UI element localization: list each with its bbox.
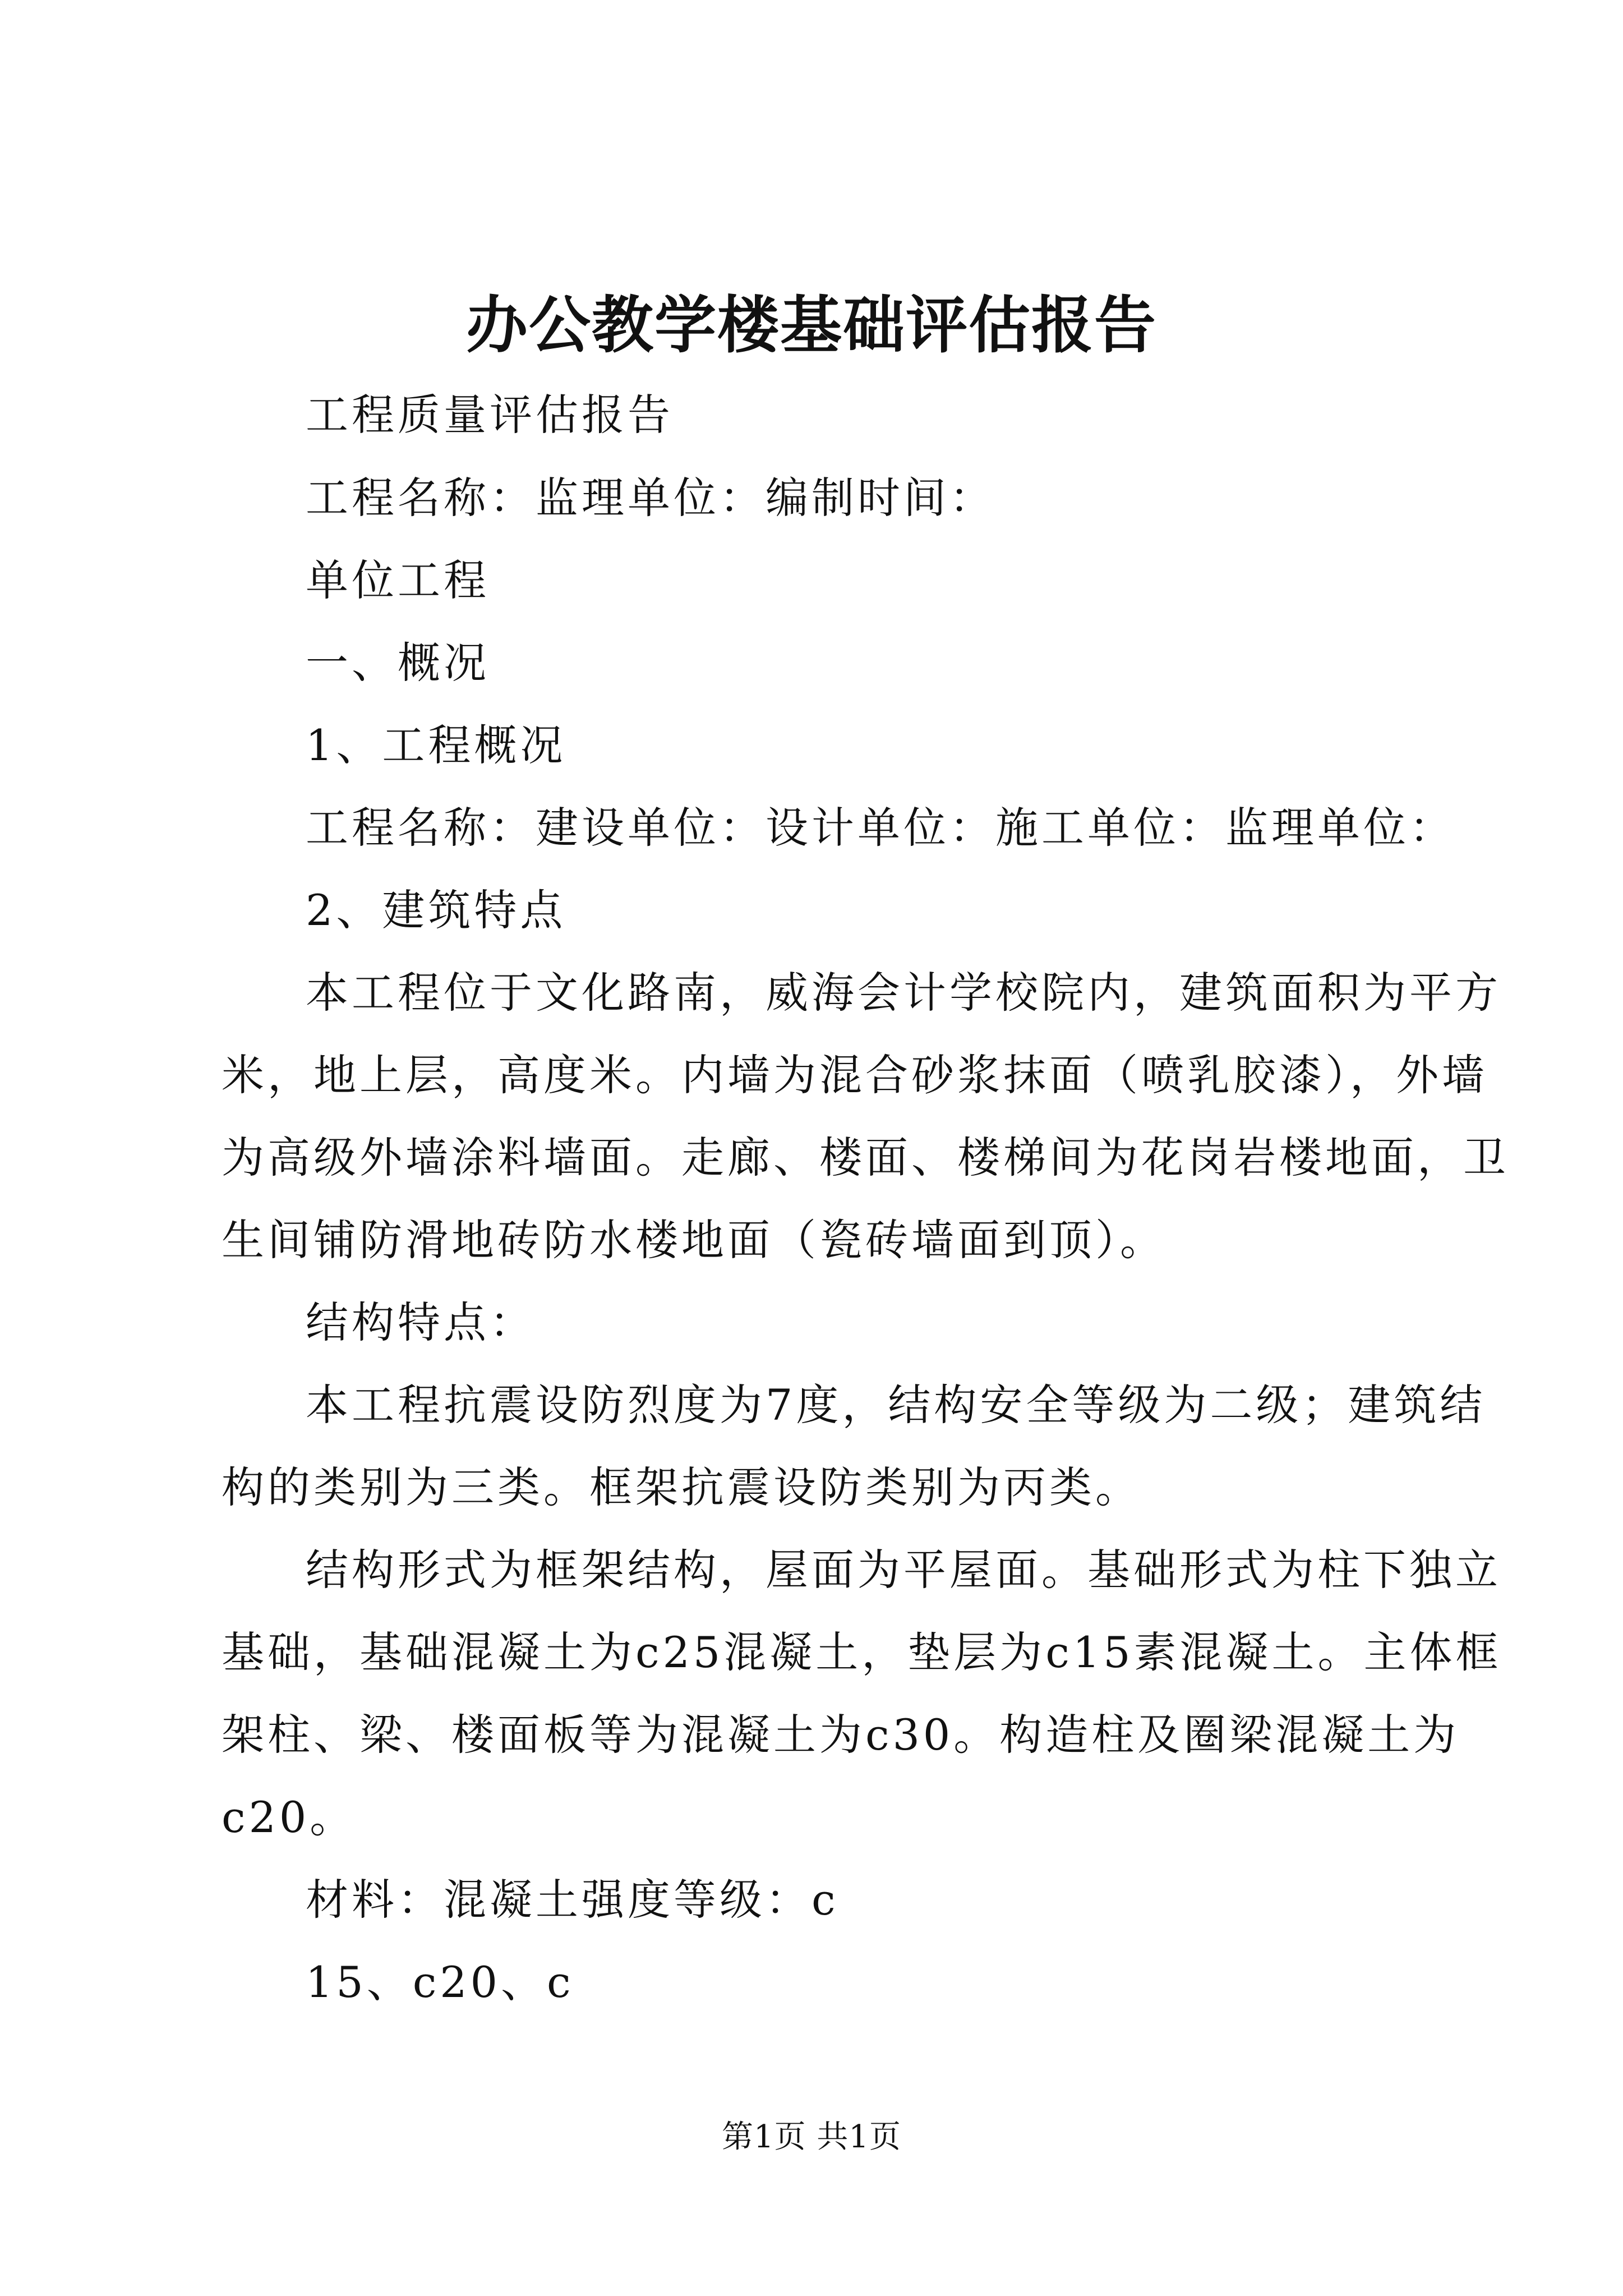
paragraph-line: 米，地上层，高度米。内墙为混合砂浆抹面（喷乳胶漆），外墙 [222, 1050, 1488, 1100]
paragraph-line: 生间铺防滑地砖防水楼地面（瓷砖墙面到顶）。 [222, 1215, 1166, 1265]
paragraph-line: 工程质量评估报告 [306, 390, 674, 440]
paragraph-line: 本工程位于文化路南，威海会计学校院内，建筑面积为平方 [306, 968, 1501, 1018]
paragraph-line: 材料：混凝土强度等级：c [306, 1875, 839, 1925]
paragraph-line: 2、建筑特点 [306, 885, 566, 935]
paragraph-line: 基础，基础混凝土为c25混凝土，垫层为c15素混凝土。主体框 [222, 1627, 1502, 1677]
document-title: 办公教学楼基础评估报告 [466, 289, 1157, 361]
paragraph-line: 1、工程概况 [306, 720, 566, 770]
paragraph-line: 单位工程 [306, 555, 490, 605]
paragraph-line: 工程名称：监理单位：编制时间： [306, 473, 995, 523]
paragraph-line: 架柱、梁、楼面板等为混凝土为c30。构造柱及圈梁混凝土为 [222, 1710, 1460, 1760]
paragraph-line: 结构形式为框架结构，屋面为平屋面。基础形式为柱下独立 [306, 1545, 1501, 1595]
paragraph-line: 构的类别为三类。框架抗震设防类别为丙类。 [222, 1462, 1141, 1512]
paragraph-line: 结构特点： [306, 1297, 536, 1347]
paragraph-line: c20。 [222, 1792, 356, 1842]
paragraph-line: 15、c20、c [306, 1957, 574, 2007]
paragraph-line: 一、概况 [306, 638, 490, 688]
page-footer: 第1页 共1页 [721, 2119, 902, 2155]
paragraph-line: 本工程抗震设防烈度为7度，结构安全等级为二级；建筑结 [306, 1380, 1486, 1430]
paragraph-line: 工程名称：建设单位：设计单位：施工单位：监理单位： [306, 803, 1455, 853]
paragraph-line: 为高级外墙涂料墙面。走廊、楼面、楼梯间为花岗岩楼地面，卫 [222, 1133, 1509, 1182]
